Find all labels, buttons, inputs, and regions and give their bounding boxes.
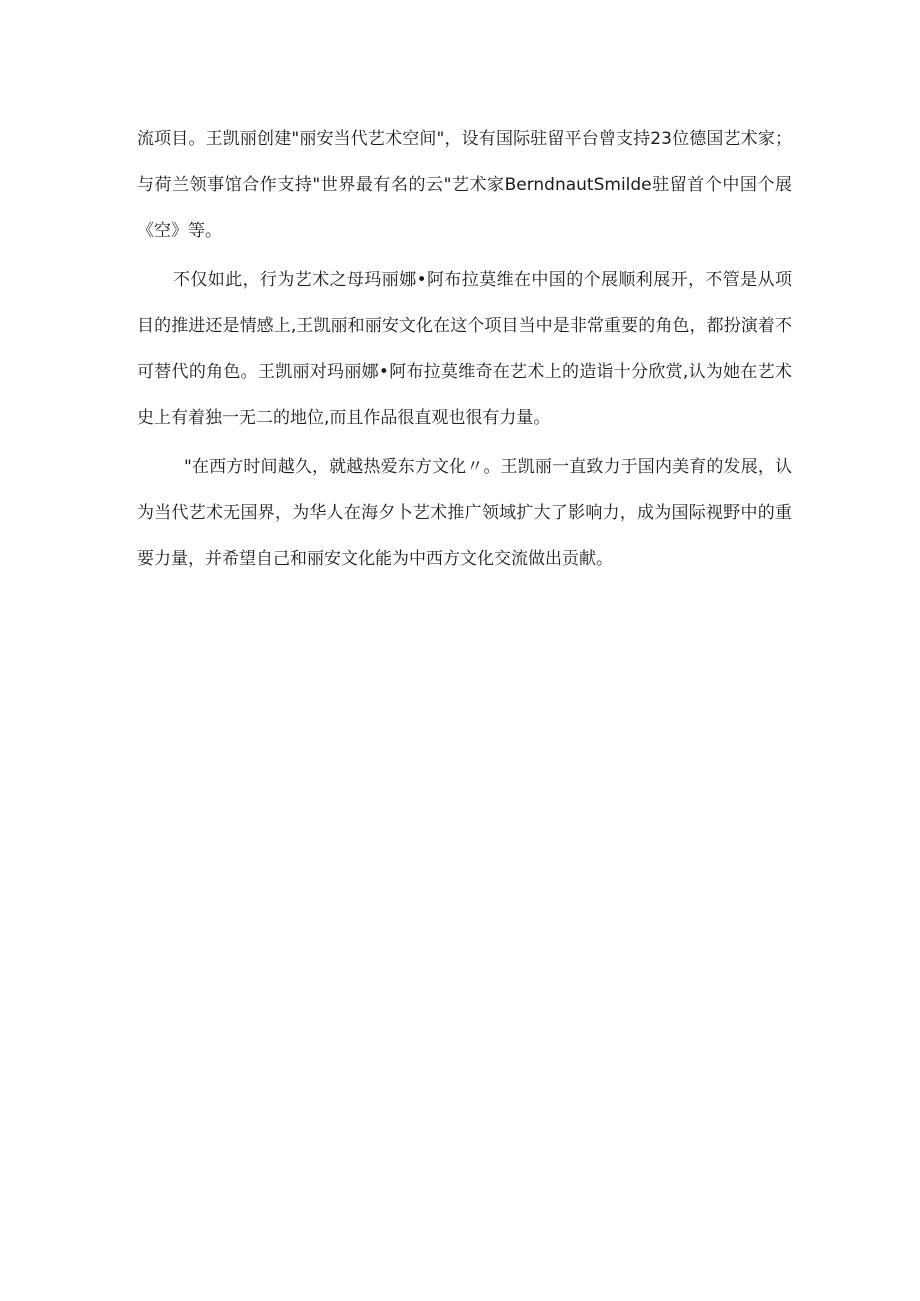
paragraph-line: 不仅如此，行为艺术之母玛丽娜•阿布拉莫维在中国的个展顺利展开，不管是从项 (173, 270, 792, 290)
paragraph-line: 流项目。王凯丽创建"丽安当代艺术空间"，设有国际驻留平台曾支持23位德国艺术家； (137, 129, 792, 149)
paragraph-1 (137, 128, 792, 243)
paragraph-line: 可替代的角色。王凯丽对玛丽娜•阿布拉莫维奇在艺术上的造诣十分欣赏,认为她在艺术 (137, 362, 792, 382)
paragraph-line: 与荷兰领事馆合作支持"世界最有名的云"艺术家BerndnautSmilde驻留首个中国个展 (137, 175, 792, 195)
paragraph-3 (137, 456, 792, 571)
paragraph-line: 目的推进还是情感上,王凯丽和丽安文化在这个项目当中是非常重要的角色，都扮演着不 (137, 316, 792, 336)
paragraph-line: 为当代艺术无国界，为华人在海夕卜艺术推广领域扩大了影响力，成为国际视野中的重 (137, 503, 792, 523)
paragraph-line: 史上有着独一无二的地位,而且作品很直观也很有力量。 (137, 408, 551, 428)
document-body (137, 128, 792, 571)
paragraph-line: 要力量，并希望自己和丽安文化能为中西方文化交流做出贡献。 (137, 549, 613, 569)
paragraph-line: 《空》等。 (137, 221, 222, 241)
paragraph-line: "在西方时间越久，就越热爱东方文化〃。王凯丽一直致力于国内美育的发展，认 (184, 457, 792, 477)
paragraph-2 (137, 269, 792, 430)
